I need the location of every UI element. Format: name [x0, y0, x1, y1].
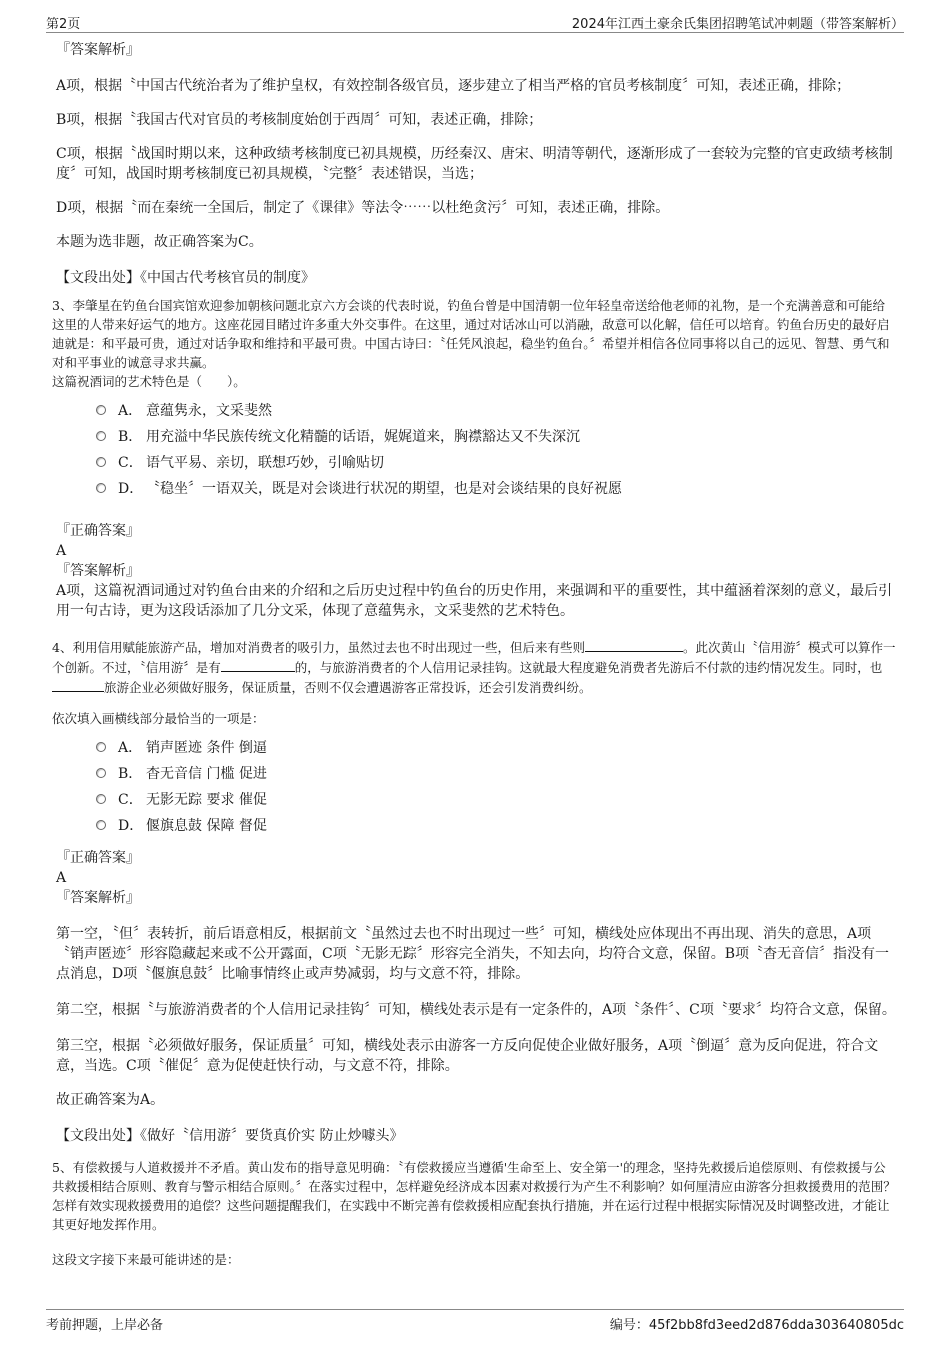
q4-analysis-2: 第二空，根据〝与旅游消费者的个人信用记录挂钩〞可知，横线处表示是有一定条件的，A项〝条件〞、C项〝要求〞均符合文意，保留。 [56, 1002, 896, 1018]
footer-slogan: 考前押题，上岸必备 [46, 1318, 164, 1333]
q3-analysis-label: 『答案解析』 [56, 563, 140, 579]
q4-option-a[interactable]: A． 销声匿迹 条件 倒逼 [96, 734, 896, 760]
q3-option-c[interactable]: C． 语气平易、亲切，联想巧妙，引喻贴切 [96, 449, 896, 475]
page-footer [46, 1309, 904, 1334]
radio-icon[interactable] [96, 405, 106, 415]
question-3 [52, 296, 896, 391]
q4-analysis-3: 第三空，根据〝必须做好服务，保证质量〞可知，横线处表示由游客一方反向促使企业做好服务，A项〝倒逼〞意为反向促进，符合文意，当选。C项〝催促〞意为促使赶快行动，与文意不符，排除。 [56, 1038, 879, 1074]
q4-answer-label: 『正确答案』 [56, 850, 140, 866]
question-5 [52, 1158, 896, 1269]
q4-options [96, 734, 896, 838]
q4-source: 【文段出处】《做好〝信用游〞要货真价实 防止炒噱头》 [56, 1128, 404, 1144]
radio-icon[interactable] [96, 457, 106, 467]
page-number: 第2页 [46, 17, 81, 32]
radio-icon[interactable] [96, 820, 106, 830]
fill-blank-3[interactable] [52, 677, 104, 692]
q4-stem: 4、利用信用赋能旅游产品，增加对消费者的吸引力，虽然过去也不时出现过一些，但后来有些则 。此次黄山〝信用游〞模式可以算作一个创新。不过，〝信用游〞是有 的，与旅游消费者的个人信用记录挂钩。这就最大程度避免消费者先游后不付款的违约情况发生。同时，也旅游企业必须做好服务，保证质量，否则不仅会遭遇游客正常投诉，还会引发消费纠纷。 [52, 637, 896, 697]
q3-question: 这篇祝酒词的艺术特色是（ ）。 [52, 374, 246, 389]
q3-answer-label: 『正确答案』 [56, 523, 140, 539]
q3-options [96, 397, 896, 501]
q3-option-d[interactable]: D． 〝稳坐〞一语双关，既是对会谈进行状况的期望，也是对会谈结果的良好祝愿 [96, 475, 896, 501]
document-body [52, 40, 896, 1269]
q5-question: 这段文字接下来最可能讲述的是： [52, 1252, 240, 1267]
q3-stem: 3、李肇星在钓鱼台国宾馆欢迎参加朝核问题北京六方会谈的代表时说，钓鱼台曾是中国清朝一位年轻皇帝送给他老师的礼物，是一个充满善意和可能给这里的人带来好运气的地方。这座花园目睹过许多重大外交事件。在这里，通过对话冰山可以消融，敌意可以化解，信任可以培育。钓鱼台历史的最好启迪就是：和平最可贵，通过对话争取和维持和平最可贵。中国古诗曰：〝任凭风浪起，稳坐钓鱼台。〞希望并相信各位同事将以自己的远见、智慧、勇气和对和平事业的诚意寻求共赢。 [52, 298, 890, 370]
fill-blank-1[interactable] [585, 637, 683, 652]
q2-analysis-c: C项，根据〝战国时期以来，这种政绩考核制度已初具规模，历经秦汉、唐宋、明清等朝代，逐渐形成了一套较为完整的官吏政绩考核制度〞可知，战国时期考核制度已初具规模，〝完整〞表述错误，当选； [56, 146, 893, 182]
q3-option-a[interactable]: A． 意蕴隽永，文采斐然 [96, 397, 896, 423]
q4-option-c[interactable]: C． 无影无踪 要求 催促 [96, 786, 896, 812]
q2-source: 【文段出处】《中国古代考核官员的制度》 [56, 270, 315, 286]
radio-icon[interactable] [96, 742, 106, 752]
page-header [46, 10, 904, 33]
q2-conclusion: 本题为选非题，故正确答案为C。 [56, 234, 263, 250]
q4-option-b[interactable]: B． 杳无音信 门槛 促进 [96, 760, 896, 786]
radio-icon[interactable] [96, 431, 106, 441]
q4-analysis-1: 第一空，〝但〞表转折，前后语意相反，根据前文〝虽然过去也不时出现过一些〞可知，横线处应体现出不再出现、消失的意思，A项〝销声匿迹〞形容隐藏起来或不公开露面，C项〝无影无踪〞形容完全消失，不知去向，均符合文意，保留。B项〝杳无音信〞指没有一点消息，D项〝偃旗息鼓〞比喻事情终止或声势减弱，均与文意不符，排除。 [56, 926, 889, 982]
document-title: 2024年江西土豪余氏集团招聘笔试冲刺题（带答案解析） [571, 17, 904, 32]
radio-icon[interactable] [96, 794, 106, 804]
q4-answer: A [56, 870, 67, 886]
q3-option-b[interactable]: B． 用充溢中华民族传统文化精髓的话语，娓娓道来，胸襟豁达又不失深沉 [96, 423, 896, 449]
question-4 [52, 637, 896, 728]
q2-analysis-a: A项，根据〝中国古代统治者为了维护皇权，有效控制各级官员，逐步建立了相当严格的官员考核制度〞可知，表述正确，排除； [56, 78, 851, 94]
q4-conclusion: 故正确答案为A。 [56, 1092, 165, 1108]
radio-icon[interactable] [96, 768, 106, 778]
q4-question: 依次填入画横线部分最恰当的一项是： [52, 711, 265, 726]
q4-analysis-label: 『答案解析』 [56, 890, 140, 906]
q2-analysis-label: 『答案解析』 [56, 42, 140, 58]
document-code: 编号：45f2bb8fd3eed2d876dda303640805dc [609, 1318, 904, 1333]
q5-stem: 5、有偿救援与人道救援并不矛盾。黄山发布的指导意见明确：〝有偿救援应当遵循'生命至上、安全第一'的理念，坚持先救援后追偿原则、有偿救援与公共救援相结合原则、教育与警示相结合原则。〞在落实过程中，怎样避免经济成本因素对救援行为产生不利影响？如何厘清应由游客分担救援费用的范围？怎样有效实现救援费用的追偿？这些问题提醒我们，在实践中不断完善有偿救援相应配套执行措施，并在运行过程中根据实际情况及时调整改进，才能让其更好地发挥作用。 [52, 1160, 896, 1232]
q2-analysis-d: D项，根据〝而在秦统一全国后，制定了《课律》等法令⋯⋯以杜绝贪污〞可知，表述正确，排除。 [56, 200, 670, 216]
fill-blank-2[interactable] [221, 657, 295, 672]
q3-answer: A [56, 543, 67, 559]
q4-option-d[interactable]: D． 偃旗息鼓 保障 督促 [96, 812, 896, 838]
q2-analysis-b: B项，根据〝我国古代对官员的考核制度始创于西周〞可知，表述正确，排除； [56, 112, 543, 128]
q3-analysis: A项，这篇祝酒词通过对钓鱼台由来的介绍和之后历史过程中钓鱼台的历史作用，来强调和平的重要性，其中蕴涵着深刻的意义，最后引用一句古诗，更为这段话添加了几分文采，体现了意蕴隽永，文采斐然的艺术特色。 [56, 583, 893, 619]
radio-icon[interactable] [96, 483, 106, 493]
